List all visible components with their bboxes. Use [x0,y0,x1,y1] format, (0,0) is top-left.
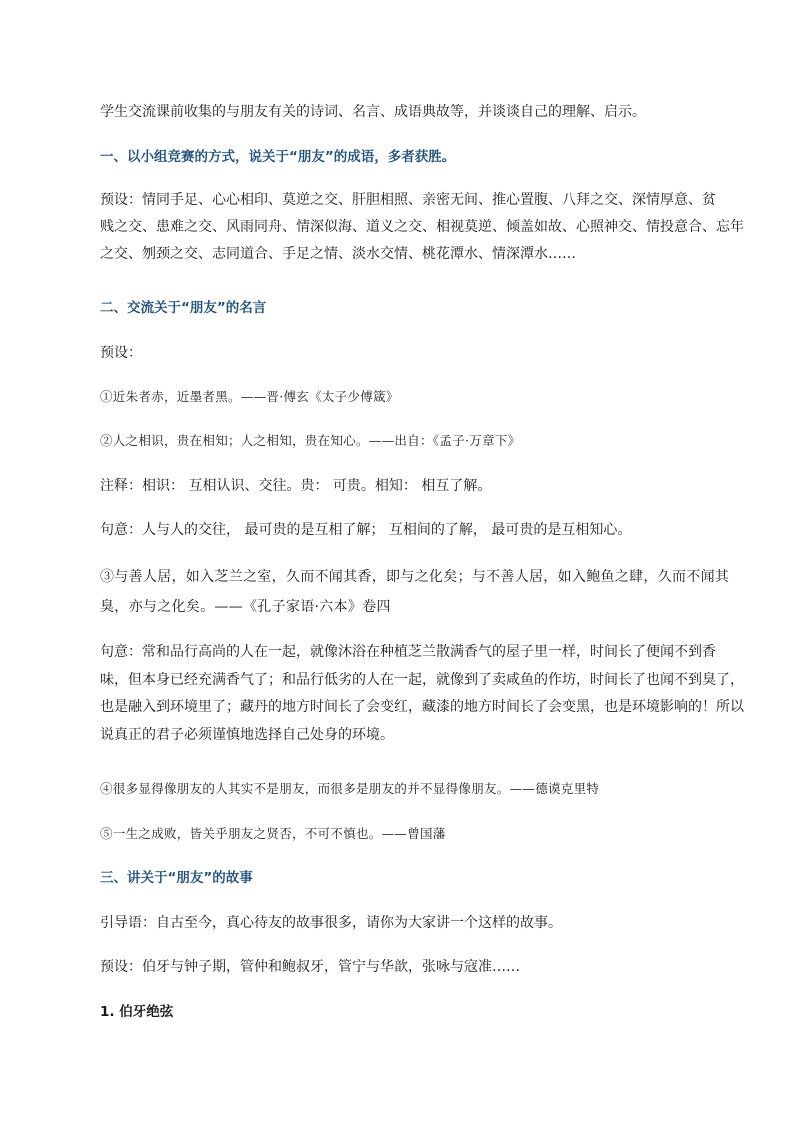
quote-5: ⑤一生之成败，皆关乎朋友之贤否，不可不慎也。——曾国藩 [100,826,446,841]
section3-heading: 三、讲关于“朋友”的故事 [100,870,253,886]
quote-3-line: ③与善人居，如入芝兰之室，久而不闻其香，即与之化矣；与不善人居，如入鲍鱼之肆，久而不闻其 [100,569,730,585]
section1-heading: 一、以小组竞赛的方式，说关于“朋友”的成语，多者获胜。 [100,149,456,165]
quote-2-note: 注释：相识： 互相认识、交往。贵： 可贵。相知： 相互了解。 [100,478,492,494]
section2-preset-label: 预设： [100,345,142,361]
section2-heading: 二、交流关于“朋友”的名言 [100,300,267,316]
section1-preset-paragraph [100,187,744,268]
story-1-title: 1. 伯牙绝弦 [100,1004,174,1020]
quote-2: ②人之相识，贵在相知；人之相知，贵在知心。——出自：《孟子·万章下》 [100,433,521,448]
intro-text: 学生交流课前收集的与朋友有关的诗词、名言、成语典故等，并谈谈自己的理解、启示。 [100,104,646,120]
section1-preset-line: 贱之交、患难之交、风雨同舟、情深似海、道义之交、相视莫逆、倾盖如故、心照神交、情投意合、忘年 [100,219,744,235]
quote-3-meaning-paragraph [100,639,744,749]
quote-2-meaning: 句意：人与人的交往， 最可贵的是互相了解； 互相间的了解， 最可贵的是互相知心。 [100,522,632,538]
quote-3-paragraph [100,562,730,622]
section1-preset-line: 之交、刎颈之交、志同道合、手足之情、淡水交情、桃花潭水、情深潭水…… [100,246,576,262]
section1-preset-line: 预设：情同手足、心心相印、莫逆之交、肝胆相照、亲密无间、推心置腹、八拜之交、深情厚意、贫 [100,192,716,208]
quote-3-meaning-line: 味，但本身已经充满香气了；和品行低劣的人在一起，就像到了卖咸鱼的作坊，时间长了也闻不到臭了， [100,671,744,688]
section3-preset: 预设：伯牙与钟子期，管仲和鲍叔牙，管宁与华歆，张咏与寇准…… [100,959,520,975]
quote-3-meaning-line: 说真正的君子必须谨慎地选择自己处身的环境。 [100,726,394,743]
quote-3-line: 臭，亦与之化矣。——《孔子家语·六本》卷四 [100,599,391,615]
quote-4: ④很多显得像朋友的人其实不是朋友，而很多是朋友的并不显得像朋友。——德谟克里特 [100,781,600,796]
section3-guide: 引导语：自古至今，真心待友的故事很多，请你为大家讲一个这样的故事。 [100,915,562,931]
quote-1: ①近朱者赤，近墨者黑。——晋·傅玄《太子少傅箴》 [100,389,399,404]
quote-3-meaning-line: 也是融入到环境里了；藏丹的地方时间长了会变红，藏漆的地方时间长了会变黑，也是环境影响的！所以 [100,699,744,715]
quote-3-meaning-line: 句意：常和品行高尚的人在一起，就像沐浴在种植芝兰散满香气的屋子里一样，时间长了便闻不到香 [100,644,716,660]
